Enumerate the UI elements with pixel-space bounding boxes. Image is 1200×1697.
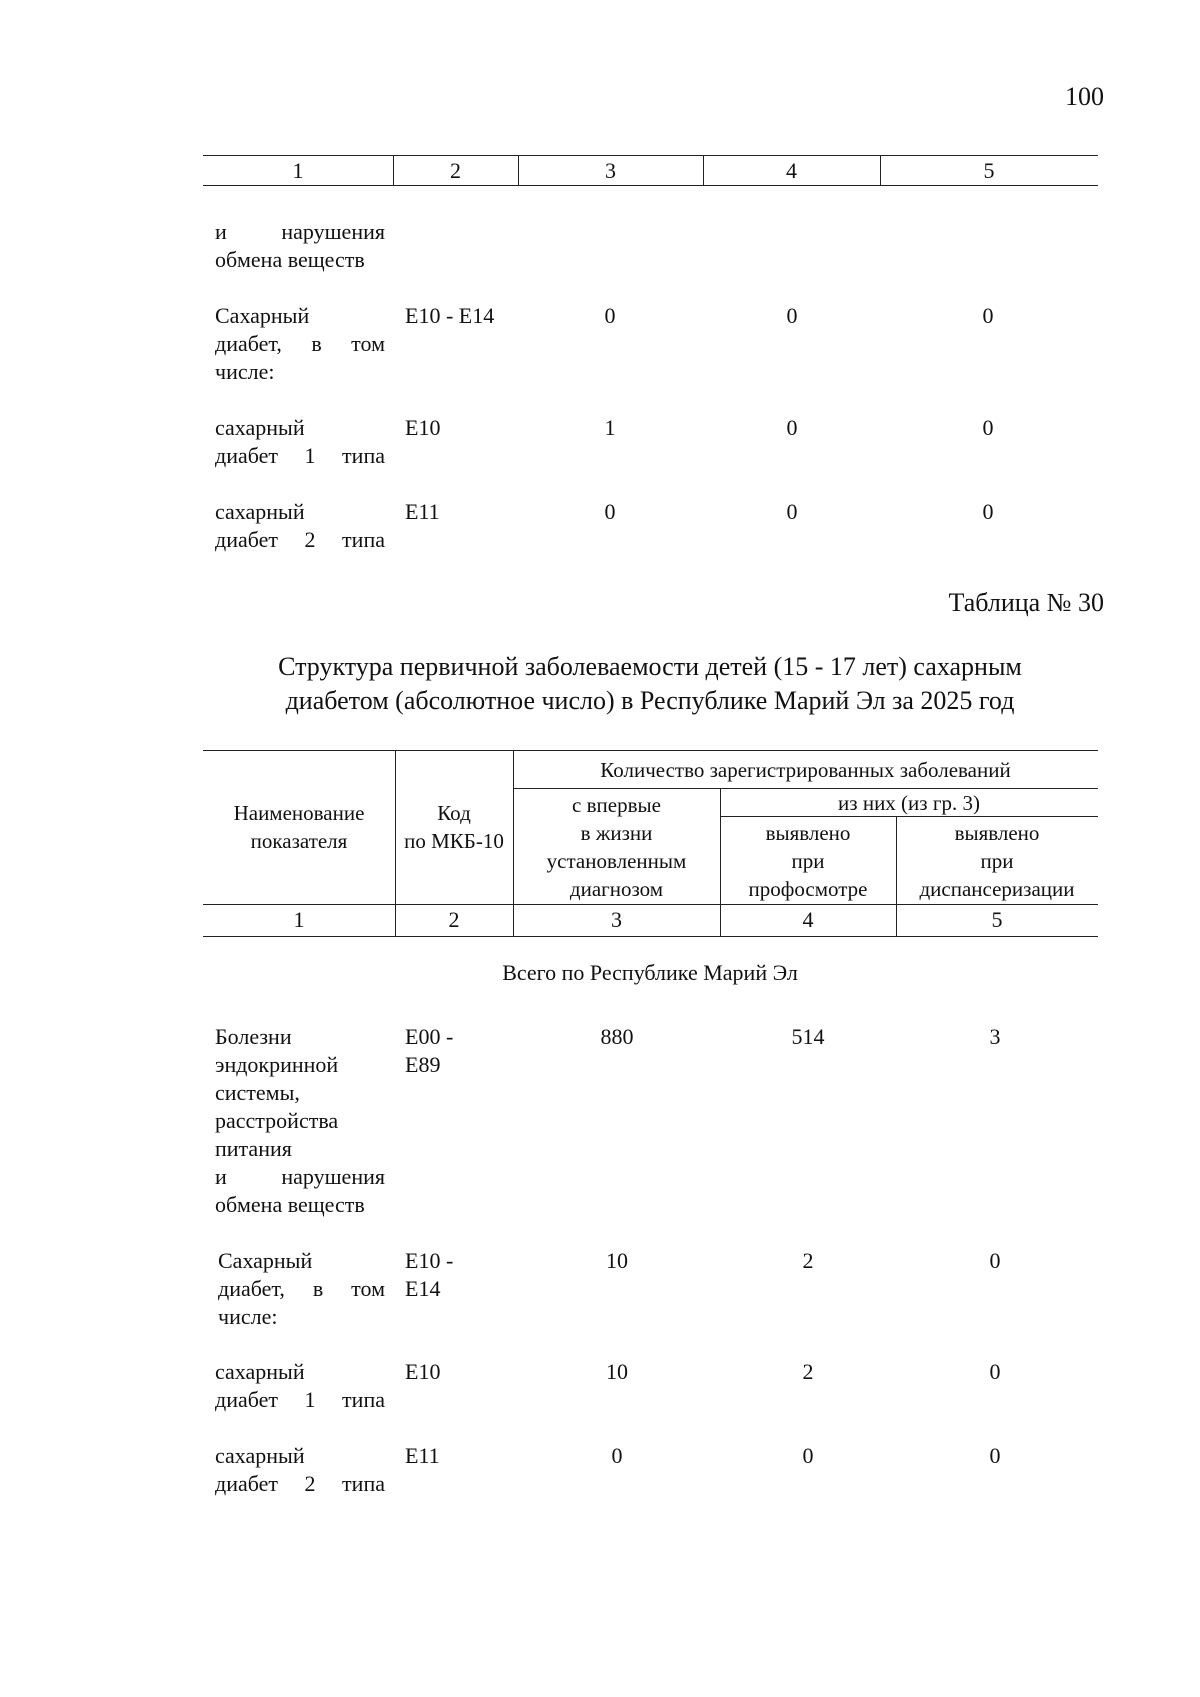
row-value: 0: [786, 303, 798, 328]
row-value: 0: [982, 303, 994, 328]
col-number: 4: [786, 158, 797, 183]
table-title: Структура первичной заболеваемости детей (15 - 17 лет) сахарным диабетом (абсолютное число) в Республике Марий Эл за 2025 год: [278, 652, 1022, 715]
row-code: E11: [405, 1443, 440, 1468]
page-number: 100: [1065, 82, 1104, 111]
row-name: сахарный диабет 2 типа: [215, 1443, 385, 1496]
header-col2: Код по МКБ-10: [404, 801, 504, 853]
header-col5: выявлено при диспансеризации: [919, 821, 1075, 901]
header-top-rule: [203, 750, 1098, 751]
row-name: сахарный диабет 1 типа: [215, 415, 385, 468]
col-number: 1: [293, 907, 305, 932]
row-value: 0: [604, 303, 616, 328]
col-number: 1: [292, 158, 304, 183]
row-code: E10 - E14: [405, 303, 495, 328]
row-code: E11: [405, 499, 440, 524]
header-subgroup: из них (из гр. 3): [838, 791, 980, 815]
row-name: сахарный диабет 2 типа: [215, 499, 385, 552]
bottom-rule: [203, 185, 1098, 186]
row-value: 0: [611, 1443, 623, 1468]
col-number: 2: [448, 907, 460, 932]
row-code: E00 - E89: [405, 1024, 454, 1077]
row-value: 2: [802, 1359, 814, 1384]
row-value: 0: [982, 415, 994, 440]
section-heading: Всего по Республике Марий Эл: [502, 960, 798, 985]
row-value: 0: [989, 1248, 1001, 1273]
col-number: 5: [983, 158, 995, 183]
row-value: 0: [989, 1443, 1001, 1468]
row-name: сахарный диабет 1 типа: [215, 1359, 385, 1412]
row-code: E10 - E14: [405, 1248, 454, 1301]
col-number: 3: [605, 158, 616, 183]
row-value: 0: [982, 499, 994, 524]
top-rule: [203, 155, 1098, 156]
header-bottom-rule: [203, 904, 1098, 905]
row-name: Сахарный диабет, в том числе:: [215, 303, 385, 384]
row-code: E10: [405, 1359, 441, 1384]
header-col4: выявлено при профосмотре: [748, 821, 868, 901]
row-value: 0: [802, 1443, 814, 1468]
row-value: 10: [606, 1359, 628, 1384]
row-value: 0: [604, 499, 616, 524]
row-value: 0: [786, 415, 798, 440]
header-col1: Наименование показателя: [233, 801, 365, 853]
row-name: Сахарный диабет, в том числе:: [218, 1248, 385, 1329]
row-value: 3: [989, 1024, 1001, 1049]
row-value: 2: [802, 1248, 814, 1273]
col-number: 2: [450, 158, 461, 183]
row-code: E10: [405, 415, 441, 440]
row-value: 10: [606, 1248, 628, 1273]
header-col3: с впервые в жизни установленным диагнозом: [546, 793, 687, 901]
row-value: 514: [791, 1024, 825, 1049]
col-number: 5: [991, 907, 1003, 932]
row-value: 1: [604, 415, 616, 440]
col-number: 4: [802, 907, 814, 932]
col-number: 3: [611, 907, 622, 932]
numbers-bottom-rule: [203, 936, 1098, 937]
row-name: и нарушения обмена веществ: [215, 219, 385, 272]
row-value: 880: [600, 1024, 634, 1049]
table-label: Таблица № 30: [948, 588, 1104, 617]
row-value: 0: [989, 1359, 1001, 1384]
header-group: Количество зарегистрированных заболеваний: [600, 758, 1011, 782]
row-value: 0: [786, 499, 798, 524]
row-name: Болезни эндокринной системы, расстройства питания и нарушения обмена веществ: [215, 1024, 385, 1217]
